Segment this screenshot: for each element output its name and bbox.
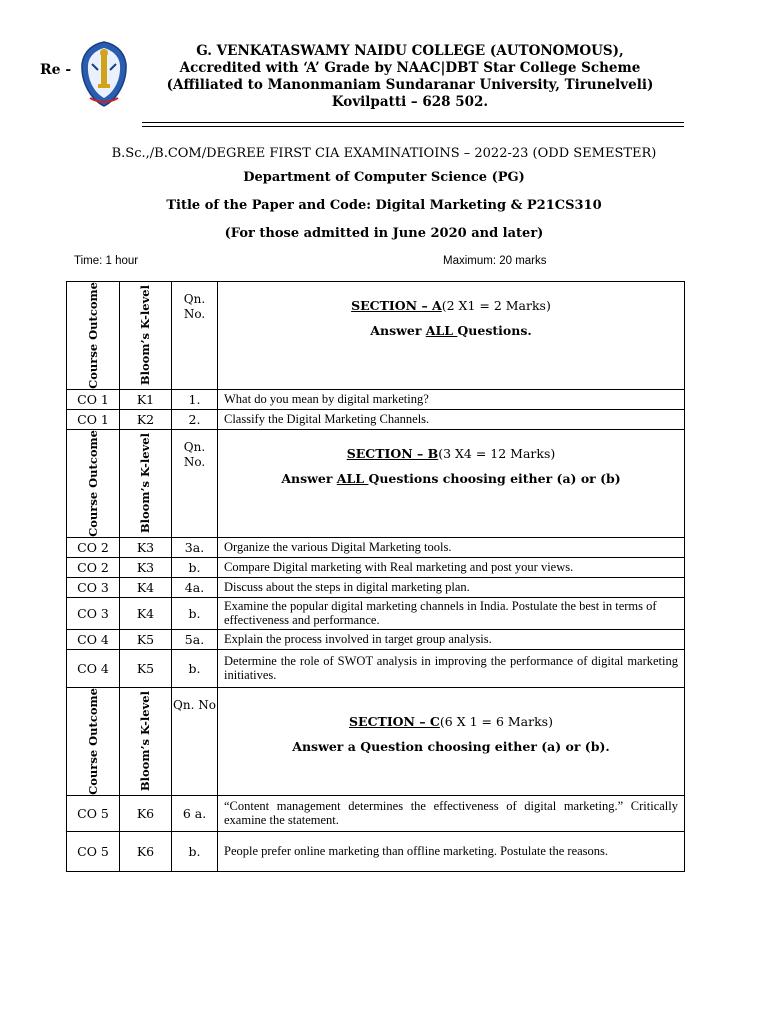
course-outcome-header: Course Outcome [85, 282, 100, 389]
table-row: CO 5 K6 b. People prefer online marketing than offline marketing. Postulate the reasons. [67, 831, 685, 871]
section-a-marks: (2 X1 = 2 Marks) [441, 298, 551, 313]
time-label: Time: 1 hour [74, 255, 139, 267]
question-text: Examine the popular digital marketing channels in India. Postulate the best in terms of effectiveness and performance. [218, 597, 685, 629]
header-divider-thin [142, 126, 684, 127]
table-row: CO 2 K3 3a. Organize the various Digital Marketing tools. [67, 537, 685, 557]
question-table [66, 281, 685, 872]
question-text: Organize the various Digital Marketing tools. [218, 537, 685, 557]
section-b-header-row: Course Outcome Bloom’s K-level Qn. No. SECTION – B(3 X4 = 12 Marks) Answer ALL Questions choosing either (a) or (b) [67, 429, 685, 537]
table-row: CO 1 K2 2. Classify the Digital Marketing Channels. [67, 409, 685, 429]
qn-no-header: Qn. No. [172, 282, 218, 390]
table-row: CO 2 K3 b. Compare Digital marketing with Real marketing and post your views. [67, 557, 685, 577]
paper-title: Title of the Paper and Code: Digital Marketing & P21CS310 [166, 198, 602, 213]
accreditation-line: Accredited with ‘A’ Grade by NAAC|DBT Star College Scheme [179, 60, 641, 76]
table-row: CO 3 K4 b. Examine the popular digital marketing channels in India. Postulate the best in terms of effectiveness and performance. [67, 597, 685, 629]
section-a-title: SECTION – A [351, 298, 442, 313]
department-line: Department of Computer Science (PG) [243, 170, 525, 185]
question-text: Classify the Digital Marketing Channels. [218, 409, 685, 429]
table-row: CO 1 K1 1. What do you mean by digital marketing? [67, 389, 685, 409]
question-text: Determine the role of SWOT analysis in improving the performance of digital marketing initiatives. [218, 649, 685, 687]
college-emblem-icon [80, 40, 128, 108]
question-text: Compare Digital marketing with Real marketing and post your views. [218, 557, 685, 577]
section-c-instruction: Answer a Question choosing either (a) or (b). [292, 738, 610, 754]
blooms-level-header: Bloom’s K-level [138, 285, 152, 386]
table-row: CO 3 K4 4a. Discuss about the steps in digital marketing plan. [67, 577, 685, 597]
question-text: Explain the process involved in target group analysis. [218, 629, 685, 649]
table-row: CO 5 K6 6 a. “Content management determines the effectiveness of digital marketing.” Critically examine the statement. [67, 795, 685, 831]
question-text: Discuss about the steps in digital marketing plan. [218, 577, 685, 597]
maximum-marks-label: Maximum: 20 marks [443, 255, 547, 267]
question-text: What do you mean by digital marketing? [218, 389, 685, 409]
section-c-header-row: Course Outcome Bloom’s K-level Qn. No SECTION – C(6 X 1 = 6 Marks) Answer a Question choosing either (a) or (b). [67, 687, 685, 795]
question-text: “Content management determines the effectiveness of digital marketing.” Critically examine the statement. [218, 795, 685, 831]
header-divider [142, 122, 684, 123]
section-a-header-row: Course Outcome Bloom’s K-level Qn. No. SECTION – A(2 X1 = 2 Marks) Answer ALL Questions. [67, 282, 685, 390]
section-c-marks: (6 X 1 = 6 Marks) [439, 713, 553, 729]
exam-title: B.Sc.,/B.COM/DEGREE FIRST CIA EXAMINATIOINS – 2022-23 (ODD SEMESTER) [111, 146, 657, 161]
location-line: Kovilpatti – 628 502. [331, 94, 489, 110]
affiliation-line: (Affiliated to Manonmaniam Sundaranar University, Tirunelveli) [166, 77, 654, 93]
admission-note: (For those admitted in June 2020 and later) [224, 226, 544, 241]
question-text: People prefer online marketing than offline marketing. Postulate the reasons. [218, 831, 685, 871]
section-c-title: SECTION – C [349, 713, 440, 729]
table-row: CO 4 K5 5a. Explain the process involved in target group analysis. [67, 629, 685, 649]
section-b-marks: (3 X4 = 12 Marks) [438, 445, 556, 461]
table-row: CO 4 K5 b. Determine the role of SWOT analysis in improving the performance of digital marketing initiatives. [67, 649, 685, 687]
section-b-title: SECTION – B [346, 445, 439, 461]
re-label: Re - [40, 62, 72, 78]
college-name: G. VENKATASWAMY NAIDU COLLEGE (AUTONOMOUS), [196, 43, 624, 59]
